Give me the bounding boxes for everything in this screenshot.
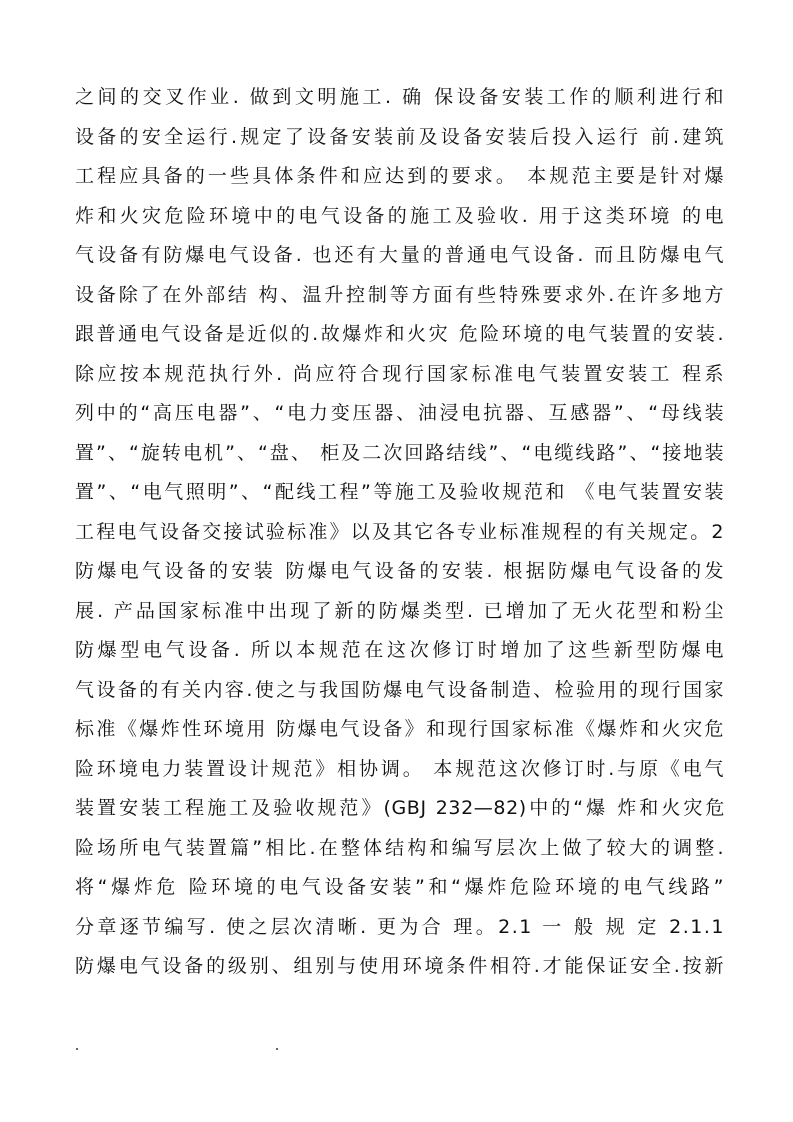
text-line-17: 标准《爆炸性环境用 防爆电气设备》和现行国家标准《爆炸和火灾危 <box>75 718 725 740</box>
text-line-2: 设备的安全运行.规定了设备安装前及设备安装后投入运行 前.建筑 <box>75 125 725 148</box>
text-line-16: 气设备的有关内容.使之与我国防爆电气设备制造、检验用的现行国家 <box>75 678 725 701</box>
text-line-11: 置”、“电气照明”、“配线工程”等施工及验收规范和 《电气装置安装 <box>75 481 725 503</box>
text-line-3: 工程应具备的一些具体条件和应达到的要求。 本规范主要是针对爆 <box>75 165 725 187</box>
footer-dot-left <box>76 1048 78 1050</box>
text-line-19: 装置安装工程施工及验收规范》(GBJ 232—82)中的“爆 炸和火灾危 <box>75 797 725 819</box>
text-line-1: 之间的交叉作业. 做到文明施工. 确 保设备安装工作的顺利进行和 <box>75 86 725 108</box>
text-line-22: 分章逐节编写. 使之层次清晰. 更为合 理。2.1 一 般 规 定 2.1.1 <box>75 915 725 938</box>
text-line-5: 气设备有防爆电气设备. 也还有大量的普通电气设备. 而且防爆电气 <box>75 244 725 266</box>
document-body-text <box>75 78 725 987</box>
text-line-15: 防爆型电气设备. 所以本规范在这次修订时增加了这些新型防爆电 <box>75 639 725 661</box>
text-line-23: 防爆电气设备的级别、组别与使用环境条件相符.才能保证安全.按新 <box>75 955 725 977</box>
text-line-21: 将“爆炸危 险环境的电气设备安装”和“爆炸危险环境的电气线路” <box>75 876 725 898</box>
text-line-10: 置”、“旋转电机”、“盘、 柜及二次回路结线”、“电缆线路”、“接地装 <box>75 441 725 464</box>
text-line-12: 工程电气设备交接试验标准》以及其它各专业标准规程的有关规定。2 <box>75 520 725 543</box>
text-line-6: 设备除了在外部结 构、温升控制等方面有些特殊要求外.在许多地方 <box>75 283 725 306</box>
text-line-14: 展. 产品国家标准中出现了新的防爆类型. 已增加了无火花型和粉尘 <box>75 599 725 622</box>
text-line-9: 列中的“高压电器”、“电力变压器、油浸电抗器、互感器”、“母线装 <box>75 402 725 424</box>
text-line-4: 炸和火灾危险环境中的电气设备的施工及验收. 用于这类环境 的电 <box>75 204 725 227</box>
footer-marks <box>76 1048 286 1054</box>
text-line-8: 除应按本规范执行外. 尚应符合现行国家标准电气装置安装工 程系 <box>75 362 725 385</box>
text-line-20: 险场所电气装置篇”相比.在整体结构和编写层次上做了较大的调整. <box>75 836 725 859</box>
text-line-13: 防爆电气设备的安装 防爆电气设备的安装. 根据防爆电气设备的发 <box>75 560 725 582</box>
text-line-7: 跟普通电气设备是近似的.故爆炸和火灾 危险环境的电气装置的安装. <box>75 323 725 345</box>
text-line-18: 险环境电力装置设计规范》相协调。 本规范这次修订时.与原《电气 <box>75 757 725 780</box>
footer-dot-right <box>276 1048 278 1050</box>
